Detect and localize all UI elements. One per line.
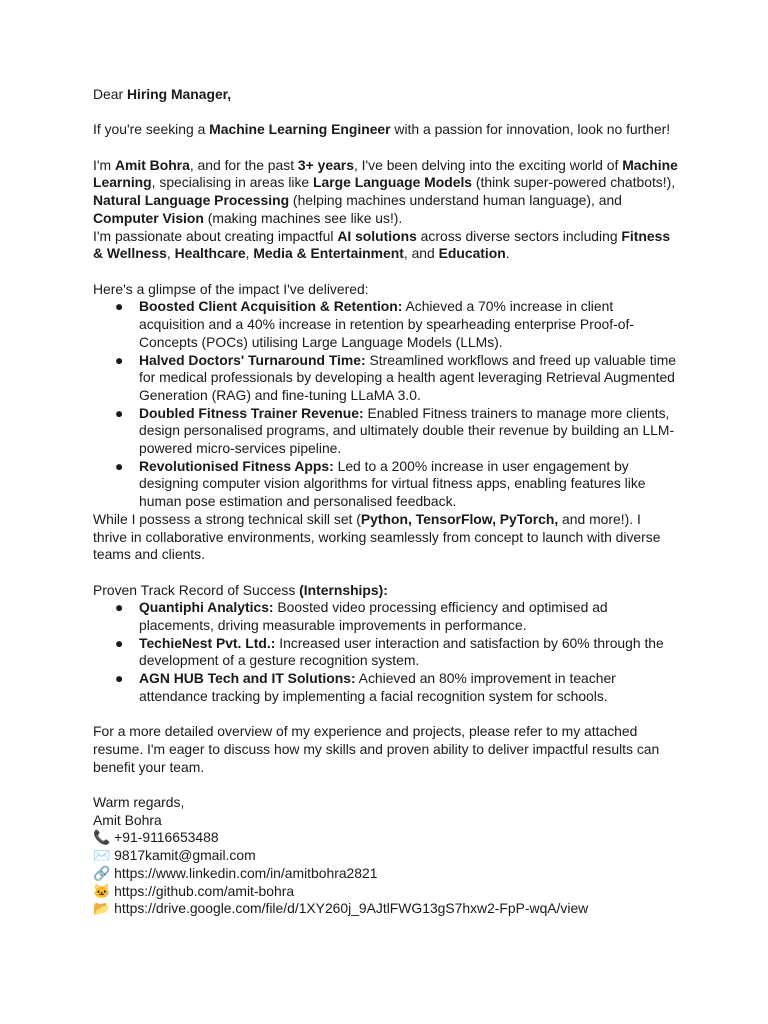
greeting-prefix: Dear — [93, 86, 127, 102]
about-text: , and for the past — [189, 156, 298, 173]
period: . — [505, 245, 510, 262]
internship-list — [93, 599, 678, 705]
impact-text: Led to a 200% increase in user engagement by designing computer vision algorithms for virtual fitness apps, enabling features like human pose estimation and personalised feedback. — [139, 457, 646, 510]
internship-company: AGN HUB Tech and IT Solutions: — [139, 670, 356, 687]
internship-company: TechieNest Pvt. Ltd.: — [139, 634, 276, 651]
greeting-recipient: Hiring Manager, — [126, 86, 232, 102]
signature: Amit Bohra — [93, 811, 162, 828]
impact-title: Revolutionised Fitness Apps: — [139, 457, 334, 474]
link-icon: 🔗 — [93, 864, 111, 881]
about-text: , I've been delving into the exciting world of — [353, 156, 623, 173]
about-text: (think super-powered chatbots!), — [472, 174, 676, 191]
drive-link[interactable]: https://drive.google.com/file/d/1XY260j_9AJtlFWG13gS7hxw2-FpP-wqA/view — [110, 900, 589, 917]
linkedin-link[interactable]: https://www.linkedin.com/in/amitbohra2821 — [110, 864, 378, 881]
impact-item — [93, 405, 678, 458]
passion-text: I'm passionate about creating impactful — [93, 227, 338, 244]
passion-paragraph — [93, 228, 678, 263]
impact-intro: Here's a glimpse of the impact I've delivered: — [93, 280, 369, 297]
bullet-icon: ● — [115, 457, 124, 474]
internship-text: Achieved an 80% improvement in teacher attendance tracking by implementing a facial recognition system for schools. — [139, 670, 616, 704]
experience-years: 3+ years — [297, 156, 354, 173]
skill-llm: Large Language Models — [313, 174, 473, 191]
about-text: , specialising in areas like — [151, 174, 314, 191]
skill-nlp: Natural Language Processing — [93, 192, 290, 209]
contact-linkedin[interactable] — [93, 865, 678, 883]
intro-text: If you're seeking a — [93, 121, 210, 138]
cover-letter — [93, 86, 678, 918]
passion-text: across diverse sectors including — [416, 227, 622, 244]
bullet-icon: ● — [115, 298, 124, 315]
internship-text: Increased user interaction and satisfaction by 60% through the development of a gesture recognition system. — [139, 634, 664, 669]
cat-icon: 🐱 — [93, 882, 111, 899]
contact-github[interactable] — [93, 883, 678, 901]
phone-number[interactable]: +91-9116653488 — [110, 829, 219, 846]
folder-icon: 📂 — [93, 900, 111, 917]
greeting — [93, 86, 678, 104]
internship-item — [93, 635, 678, 670]
impact-list — [93, 298, 678, 510]
impact-text: Streamlined workflows and freed up valuable time for medical professionals by developing a health agent leveraging Retrieval Augmented Generation (RAG) and fine-tuning LLaMA 3.0. — [139, 351, 677, 403]
impact-title: Doubled Fitness Trainer Revenue: — [139, 404, 364, 421]
record-label: Proven Track Record of Success — [93, 581, 300, 598]
internship-company: Quantiphi Analytics: — [139, 599, 274, 616]
about-text: (making machines see like us!). — [203, 209, 403, 226]
impact-item — [93, 458, 678, 511]
impact-title: Boosted Client Acquisition & Retention: — [139, 298, 403, 315]
github-link[interactable]: https://github.com/amit-bohra — [110, 882, 295, 899]
record-heading — [93, 582, 678, 600]
skills-text: and more!). I thrive in collaborative environments, working seamlessly from concept to launch with diverse teams and clients. — [93, 510, 661, 563]
record-bold: (Internships): — [299, 581, 388, 598]
separator: , — [245, 245, 254, 262]
contact-phone[interactable] — [93, 829, 678, 847]
internship-item — [93, 599, 678, 634]
intro-paragraph — [93, 121, 678, 139]
bullet-icon: ● — [115, 351, 124, 368]
impact-item — [93, 298, 678, 351]
impact-text: Enabled Fitness trainers to manage more clients, design personalised programs, and ultimately double their revenue by building an LLM-powered micro-services pipeline. — [139, 404, 675, 457]
skills-text: While I possess a strong technical skill set ( — [93, 510, 361, 527]
impact-title: Halved Doctors' Turnaround Time: — [139, 351, 366, 368]
skills-tools: Python, TensorFlow, PyTorch, — [360, 510, 559, 527]
impact-item — [93, 352, 678, 405]
bullet-icon: ● — [115, 670, 124, 687]
sector-media: Media & Entertainment — [253, 245, 404, 262]
skill-ml: Machine Learning — [93, 156, 678, 191]
about-text: I'm — [93, 156, 115, 173]
intro-text-end: with a passion for innovation, look no further! — [390, 121, 671, 138]
applicant-name: Amit Bohra — [114, 156, 190, 173]
closing-paragraph: For a more detailed overview of my experience and projects, please refer to my attached resume. I'm eager to discuss how my skills and proven ability to deliver impactful results can benefit your team. — [93, 723, 660, 775]
separator: , and — [403, 245, 439, 262]
impact-text: Achieved a 70% increase in client acquisition and a 40% increase in retention by spearheading enterprise Proof-of-Concepts (POCs) utilising Large Language Models (LLMs). — [139, 298, 634, 350]
about-paragraph — [93, 157, 678, 228]
ai-solutions: AI solutions — [337, 227, 417, 244]
contact-drive[interactable] — [93, 900, 678, 918]
envelope-icon: ✉️ — [93, 847, 111, 864]
contact-email[interactable] — [93, 847, 678, 865]
sector-fitness: Fitness & Wellness — [93, 227, 671, 262]
sector-education: Education — [438, 245, 506, 262]
bullet-icon: ● — [115, 634, 124, 651]
skill-cv: Computer Vision — [93, 209, 204, 226]
skills-paragraph — [93, 511, 678, 564]
internship-text: Boosted video processing efficiency and optimised ad placements, driving measurable improvements in performance. — [139, 599, 608, 634]
intro-role: Machine Learning Engineer — [209, 121, 391, 138]
bullet-icon: ● — [115, 404, 124, 421]
sector-healthcare: Healthcare — [174, 245, 246, 262]
telephone-icon: 📞 — [93, 829, 111, 846]
signoff: Warm regards, — [93, 794, 185, 811]
bullet-icon: ● — [115, 599, 124, 616]
internship-item — [93, 670, 678, 705]
separator: , — [166, 245, 175, 262]
about-text: (helping machines understand human language), and — [289, 192, 622, 209]
email-address[interactable]: 9817kamit@gmail.com — [110, 847, 256, 864]
